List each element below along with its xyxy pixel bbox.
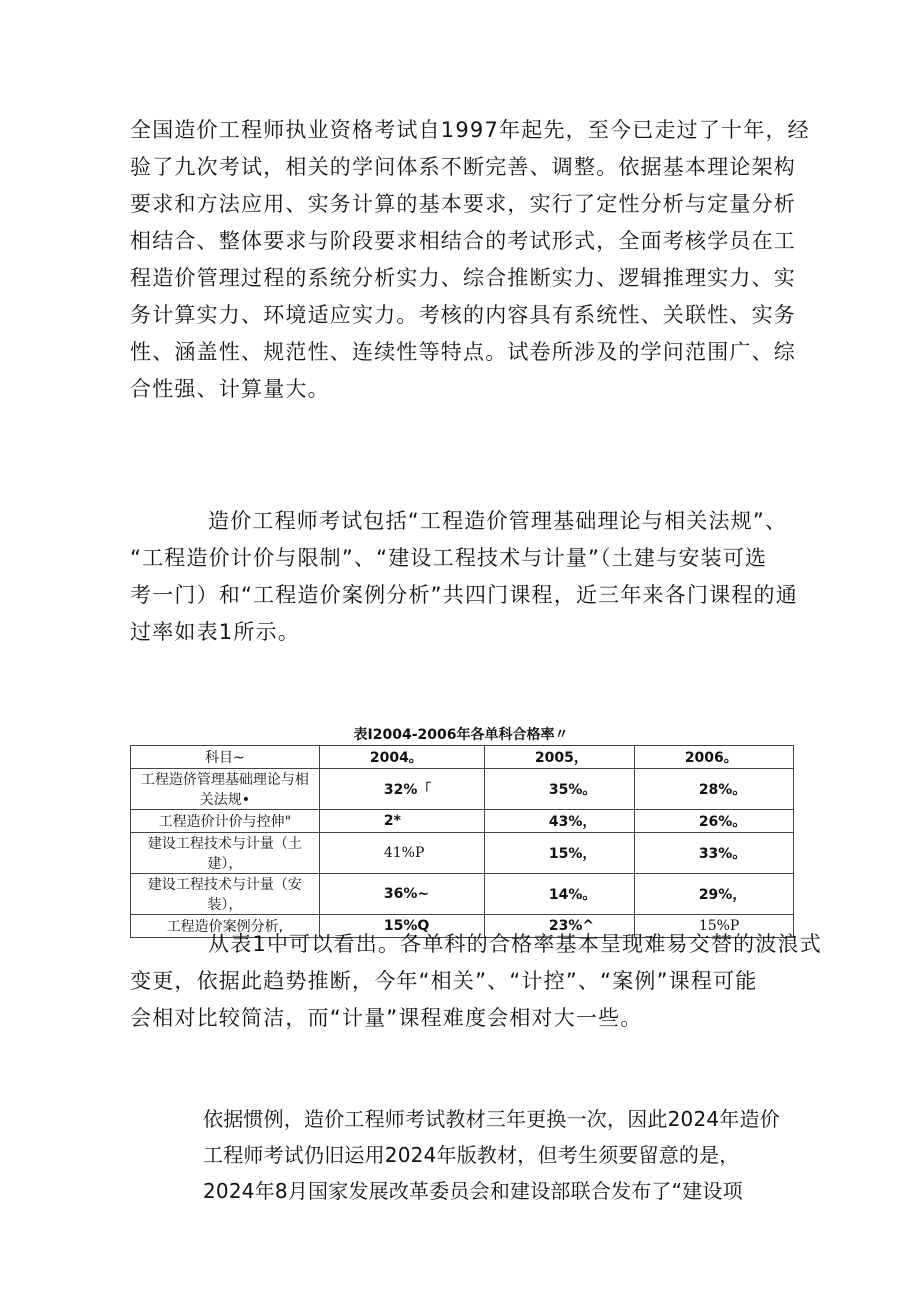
text-line: 要求和方法应用、实务计算的基本要求，实行了定性分析与定量分析 xyxy=(130,192,796,216)
text-line: 全国造价工程师执业资格考试自1997年起先，至今已走过了十年，经 xyxy=(130,118,810,142)
header-2005: 2005， xyxy=(484,746,634,769)
subject-cell: 工程造价案例分析, xyxy=(131,915,320,938)
subject-cell: 建设工程技术与计量（安装）， xyxy=(131,874,320,915)
text-line: 性、涵盖性、规范性、连续性等特点。试卷所涉及的学问范围广、综 xyxy=(130,340,796,364)
text-line: 依据惯例，造价工程师考试教材三年更换一次，因此2024年造价 xyxy=(203,1107,780,1131)
text-line: 变更，依据此趋势推断，今年“相关”、“计控”、“案例”课程可能 xyxy=(130,969,758,993)
rate-cell: 15%P xyxy=(634,915,793,938)
rate-cell: 41%P xyxy=(319,833,484,874)
subject-cell: 建设工程技术与计量（土建）， xyxy=(131,833,320,874)
paragraph-trend-analysis xyxy=(130,926,822,1037)
text-line: “工程造价计价与限制”、“建设工程技术与计量”（土建与安装可选 xyxy=(130,546,768,570)
rate-cell: 23%^ xyxy=(484,915,634,938)
table-row xyxy=(131,833,794,874)
rate-cell: 15%Q xyxy=(319,915,484,938)
rate-cell: 14%。 xyxy=(484,874,634,915)
text-line: 相结合、整体要求与阶段要求相结合的考试形式，全面考核学员在工 xyxy=(130,229,796,253)
header-subject: 科目~ xyxy=(131,746,320,769)
paragraph-exam-courses xyxy=(130,503,798,651)
rate-cell: 2* xyxy=(319,810,484,833)
text-line: 会相对比较简洁，而“计量”课程难度会相对大一些。 xyxy=(130,1006,643,1030)
text-line: 2024年8月国家发展改革委员会和建设部联合发布了“建设项 xyxy=(203,1179,743,1203)
rate-cell: 35%。 xyxy=(484,769,634,810)
header-2006: 2006。 xyxy=(634,746,793,769)
text-line: 考一门）和“工程造价案例分析”共四门课程，近三年来各门课程的通 xyxy=(130,583,798,607)
subject-cell: 工程造侪管理基础理论与相关法规• xyxy=(131,769,320,810)
text-line: 从表1中可以看出。各单科的合格率基本呈现难易交替的波浪式 xyxy=(208,932,822,956)
text-line: 合性强、计算量大。 xyxy=(130,377,330,401)
paragraph-textbook-notice xyxy=(203,1101,803,1209)
text-line: 造价工程师考试包括“工程造价管理基础理论与相关法规”、 xyxy=(208,509,788,533)
pass-rate-table xyxy=(130,745,794,938)
subject-cell: 工程造价计价与控伸" xyxy=(131,810,320,833)
rate-cell: 29%， xyxy=(634,874,793,915)
text-line: 工程师考试仍旧运用2024年版教材，但考生须要留意的是， xyxy=(203,1143,740,1167)
table-header-row xyxy=(131,746,794,769)
rate-cell: 32%「 xyxy=(319,769,484,810)
rate-cell: 26%。 xyxy=(634,810,793,833)
text-line: 过率如表1所示。 xyxy=(130,620,300,644)
table-row xyxy=(131,810,794,833)
rate-cell: 15%， xyxy=(484,833,634,874)
rate-cell: 43%， xyxy=(484,810,634,833)
rate-cell: 36%~ xyxy=(319,874,484,915)
text-line: 程造价管理过程的系统分析实力、综合推断实力、逻辑推理实力、实 xyxy=(130,266,796,290)
paragraph-exam-history xyxy=(130,112,810,408)
text-line: 验了九次考试，相关的学问体系不断完善、调整。依据基本理论架构 xyxy=(130,155,796,179)
rate-cell: 33%。 xyxy=(634,833,793,874)
table-row xyxy=(131,874,794,915)
table-caption: 表I2004-2006年各单科合格率〃 xyxy=(353,727,569,743)
table-row xyxy=(131,769,794,810)
text-line: 务计算实力、环境适应实力。考核的内容具有系统性、关联性、实务 xyxy=(130,303,796,327)
rate-cell: 28%。 xyxy=(634,769,793,810)
header-2004: 2004。 xyxy=(319,746,484,769)
